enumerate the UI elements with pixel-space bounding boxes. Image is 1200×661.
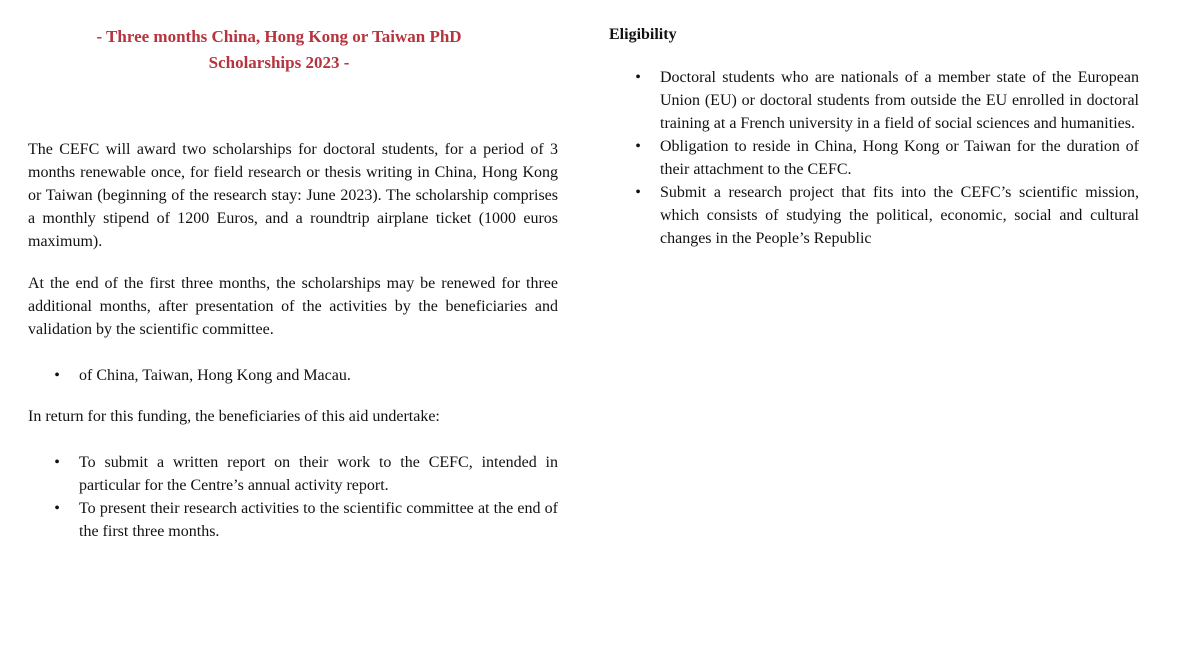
bullet-icon: •	[54, 500, 60, 517]
list-item	[28, 497, 558, 543]
list-item	[609, 135, 1139, 181]
bullet-icon: •	[635, 184, 641, 201]
scholarship-description: The CEFC will award two scholarships for doctoral students, for a period of 3 months renewable once, for field research or thesis writing in China, Hong Kong or Taiwan (beginning of the research stay: June 2023). The scholarship comprises a monthly stipend of 1200 Euros, and a roundtrip airplane ticket (1000 euros maximum).	[28, 141, 558, 250]
list-item-text: To submit a written report on their work to the CEFC, intended in particular for the Centre’s annual activity report.	[79, 454, 558, 494]
list-item	[28, 364, 558, 387]
eligibility-bullet-list	[609, 66, 1139, 250]
list-item	[609, 181, 1139, 250]
list-item-text: Doctoral students who are nationals of a member state of the European Union (EU) or doctoral students from outside the EU enrolled in doctoral training at a French university in a field of social sciences and humanities.	[660, 69, 1139, 132]
obligations-bullet-list	[28, 451, 558, 543]
bullet-icon: •	[54, 454, 60, 471]
list-item	[609, 66, 1139, 135]
eligibility-heading: Eligibility	[609, 26, 677, 43]
list-item-text: of China, Taiwan, Hong Kong and Macau.	[79, 367, 351, 384]
list-item	[28, 451, 558, 497]
title-line-2: Scholarships 2023 -	[208, 53, 350, 72]
region-bullet-list	[28, 364, 558, 387]
bullet-icon: •	[635, 69, 641, 86]
renewal-paragraph: At the end of the first three months, the scholarships may be renewed for three additional months, after presentation of the activities by the beneficiaries and validation by the scientific committee.	[28, 275, 558, 338]
bullet-icon: •	[54, 367, 60, 384]
title-line-1: - Three months China, Hong Kong or Taiwan PhD	[96, 27, 462, 46]
document-title	[28, 24, 530, 76]
bullet-icon: •	[635, 138, 641, 155]
list-item-text: To present their research activities to the scientific committee at the end of the first three months.	[79, 500, 558, 540]
list-item-text: Submit a research project that fits into the CEFC’s scientific mission, which consists of studying the political, economic, social and cultural changes in the People’s Republic	[660, 184, 1139, 247]
list-item-text: Obligation to reside in China, Hong Kong or Taiwan for the duration of their attachment to the CEFC.	[660, 138, 1139, 178]
obligations-intro: In return for this funding, the beneficiaries of this aid undertake:	[28, 408, 440, 425]
